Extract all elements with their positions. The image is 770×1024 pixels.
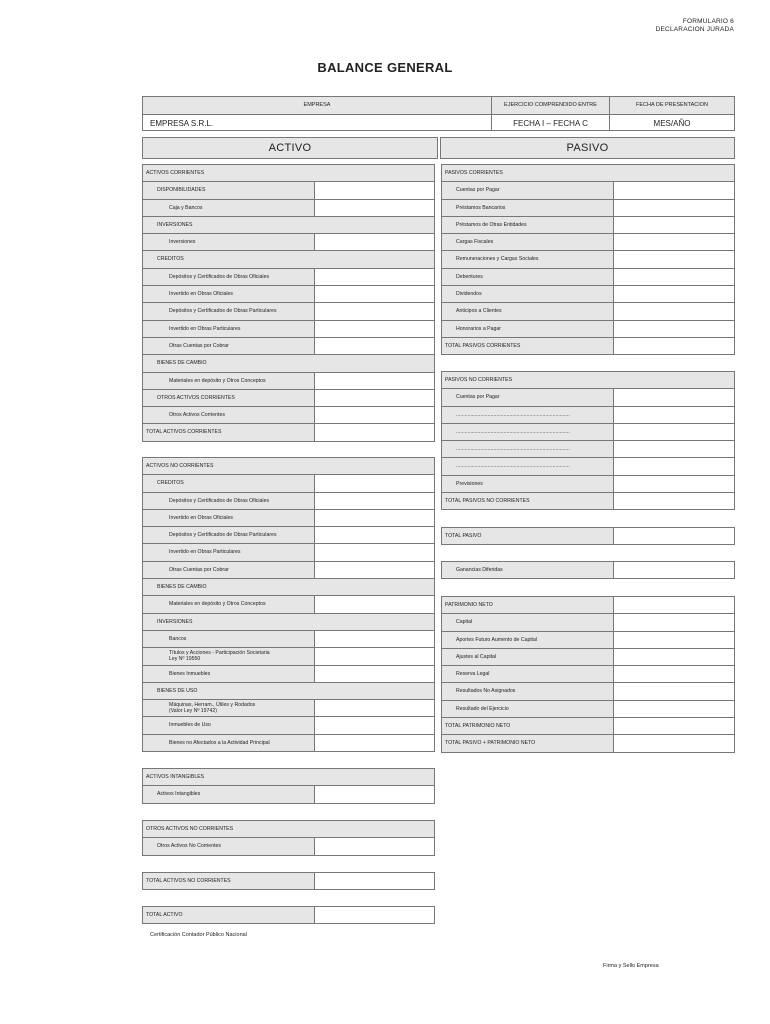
- total-pasivo-table: [441, 527, 735, 545]
- row-label-text-line2: (Valor Ley Nº 19742): [169, 708, 217, 715]
- form-subtitle: DECLARACION JURADA: [655, 26, 734, 33]
- row-label-text: TOTAL PASIVOS CORRIENTES: [445, 342, 521, 349]
- amount-field[interactable]: [614, 234, 734, 250]
- amount-field[interactable]: [614, 217, 734, 233]
- table-row: [442, 407, 734, 424]
- table-row: [442, 458, 734, 475]
- amount-field[interactable]: [315, 735, 434, 751]
- row-label: [143, 786, 315, 802]
- amount-field[interactable]: [614, 597, 734, 613]
- table-row: [442, 286, 734, 303]
- total-activo-table: [142, 906, 435, 924]
- row-label: [442, 303, 614, 319]
- amount-field[interactable]: [614, 407, 734, 423]
- row-label: [143, 355, 434, 371]
- row-label: [143, 165, 434, 181]
- row-label-text: Depósitos y Certificados de Obras Oficiales: [169, 273, 270, 280]
- table-row: [143, 544, 434, 561]
- table-row: [442, 528, 734, 545]
- fecha-label: FECHA DE PRESENTACION: [610, 97, 734, 115]
- row-label: [442, 476, 614, 492]
- amount-field[interactable]: [315, 321, 434, 337]
- row-label: [442, 632, 614, 648]
- table-row: [143, 907, 434, 924]
- amount-field[interactable]: [315, 475, 434, 491]
- table-row: [143, 475, 434, 492]
- table-row: [143, 424, 434, 441]
- amount-field[interactable]: [315, 407, 434, 423]
- row-label-text: Depósitos y Certificados de Obras Particulares: [169, 532, 277, 539]
- table-row: [143, 286, 434, 303]
- table-row: [442, 338, 734, 355]
- empresa-field[interactable]: EMPRESA S.R.L.: [150, 119, 214, 128]
- row-label-text: Cargas Fiscales: [456, 239, 494, 246]
- row-label: [442, 372, 734, 388]
- row-label: [442, 458, 614, 474]
- row-label-text: PASIVOS CORRIENTES: [445, 170, 503, 176]
- row-label-text: Depósitos y Certificados de Obras Particulares: [169, 308, 277, 315]
- row-label: [143, 338, 315, 354]
- row-label-text: Máquinas, Herram., Útiles y Rodados: [169, 702, 256, 709]
- amount-field[interactable]: [614, 321, 734, 337]
- table-row: [143, 769, 434, 786]
- row-label: [442, 321, 614, 337]
- ejercicio-field[interactable]: FECHA I – FECHA C: [513, 119, 588, 128]
- table-row: [442, 182, 734, 199]
- row-label-text-line2: Ley Nº 19550: [169, 656, 201, 663]
- amount-field[interactable]: [315, 666, 434, 682]
- table-row: [143, 355, 434, 372]
- row-label-text: Bancos: [169, 635, 187, 642]
- amount-field[interactable]: [315, 510, 434, 526]
- row-label-text: Reserva Legal: [456, 671, 490, 678]
- amount-field[interactable]: [614, 458, 734, 474]
- table-row: [143, 200, 434, 217]
- table-row: [442, 389, 734, 406]
- row-label: [442, 735, 614, 751]
- row-label: [143, 373, 315, 389]
- row-label-text: ...............................................................................: [456, 446, 570, 453]
- table-row: [442, 269, 734, 286]
- table-row: [143, 648, 434, 665]
- fecha-column: [610, 97, 734, 130]
- table-row: [143, 614, 434, 631]
- row-label-text: Otras Cuentas por Cobrar: [169, 566, 229, 573]
- row-label: [143, 269, 315, 285]
- amount-field[interactable]: [614, 666, 734, 682]
- row-label-text: Resultado del Ejercicio: [456, 705, 509, 712]
- row-label: [442, 234, 614, 250]
- row-label: [442, 718, 614, 734]
- amount-field[interactable]: [315, 544, 434, 560]
- amount-field[interactable]: [315, 269, 434, 285]
- row-label: [442, 683, 614, 699]
- row-label: [442, 666, 614, 682]
- amount-field[interactable]: [315, 338, 434, 354]
- row-label: [143, 493, 315, 509]
- row-label-text: Títulos y Acciones - Participación Societaria: [169, 650, 270, 657]
- table-row: [442, 562, 734, 579]
- table-row: [143, 683, 434, 700]
- row-label-text: Ajustes al Capital: [456, 653, 497, 660]
- pasivo-heading: PASIVO: [440, 137, 735, 159]
- row-label: [143, 182, 315, 198]
- table-row: [143, 717, 434, 734]
- row-label-text: Otros Activos No Corrientes: [157, 843, 221, 850]
- amount-field[interactable]: [315, 303, 434, 319]
- row-label: [442, 597, 614, 613]
- empresa-column: [143, 97, 492, 130]
- row-label: [442, 182, 614, 198]
- table-row: [143, 338, 434, 355]
- row-label-text: Caja y Bancos: [169, 204, 203, 211]
- row-label-text: TOTAL PATRIMONIO NETO: [445, 723, 511, 730]
- row-label-text: ...............................................................................: [456, 428, 570, 435]
- row-label-text: PASIVOS NO CORRIENTES: [445, 377, 513, 383]
- row-label-text: CREDITOS: [157, 480, 184, 487]
- pasivo-corriente-table: [441, 164, 735, 355]
- row-label: [442, 407, 614, 423]
- row-label: [143, 407, 315, 423]
- row-label: [143, 321, 315, 337]
- row-label-text: Bienes no Afectados a la Actividad Principal: [169, 739, 270, 746]
- row-label-text: Otros Activos Corrientes: [169, 412, 225, 419]
- row-label: [143, 562, 315, 578]
- form-header: [656, 18, 734, 34]
- table-row: [143, 234, 434, 251]
- table-row: [143, 373, 434, 390]
- amount-field[interactable]: [315, 873, 434, 889]
- row-label: [143, 510, 315, 526]
- row-label: [442, 251, 614, 267]
- table-row: [442, 597, 734, 614]
- amount-field[interactable]: [614, 441, 734, 457]
- table-row: [442, 718, 734, 735]
- row-label: [143, 666, 315, 682]
- row-label: [143, 821, 434, 837]
- row-label-text: PATRIMONIO NETO: [445, 602, 493, 608]
- row-label-text: OTROS ACTIVOS NO CORRIENTES: [146, 826, 234, 832]
- row-label-text: Resultados No Asignados: [456, 688, 516, 695]
- row-label-text: BIENES DE CAMBIO: [157, 360, 207, 367]
- row-label-text: BIENES DE USO: [157, 687, 198, 694]
- row-label: [143, 614, 434, 630]
- row-label-text: Activos Intangibles: [157, 791, 201, 798]
- row-label-text: Inmuebles de Uso: [169, 722, 211, 729]
- row-label-text: TOTAL ACTIVO: [146, 912, 183, 918]
- row-label: [442, 493, 614, 509]
- amount-field[interactable]: [315, 234, 434, 250]
- row-label-text: Inversiones: [169, 239, 196, 246]
- amount-field[interactable]: [614, 701, 734, 717]
- row-label-text: DISPONIBILIDADES: [157, 187, 206, 194]
- row-label-text: Ganancias Diferidas: [456, 567, 503, 573]
- row-label-text: ...............................................................................: [456, 411, 570, 418]
- row-label: [143, 735, 315, 751]
- row-label: [143, 838, 315, 854]
- amount-field[interactable]: [614, 528, 734, 544]
- amount-field[interactable]: [315, 527, 434, 543]
- row-label: [143, 475, 315, 491]
- activo-heading: ACTIVO: [142, 137, 438, 159]
- table-row: [143, 493, 434, 510]
- table-row: [442, 217, 734, 234]
- row-label-text: ...............................................................................: [456, 463, 570, 470]
- amount-field[interactable]: [614, 735, 734, 751]
- row-label: [143, 251, 434, 267]
- row-label: [442, 389, 614, 405]
- pasivo-no-corriente-table: [441, 371, 735, 510]
- ganancias-diferidas-table: [441, 561, 735, 579]
- table-row: [442, 165, 734, 182]
- row-label: [442, 441, 614, 457]
- amount-field[interactable]: [315, 648, 434, 664]
- row-label-text: Invertido en Obras Oficiales: [169, 514, 234, 521]
- row-label-text: Honorarios a Pagar: [456, 325, 501, 332]
- amount-field[interactable]: [614, 632, 734, 648]
- row-label: [143, 234, 315, 250]
- amount-field[interactable]: [614, 683, 734, 699]
- form-number: FORMULARIO 6: [682, 18, 734, 25]
- table-row: [442, 424, 734, 441]
- table-row: [143, 666, 434, 683]
- table-row: [442, 493, 734, 510]
- table-row: [442, 251, 734, 268]
- table-row: [143, 821, 434, 838]
- table-row: [442, 701, 734, 718]
- ejercicio-label: EJERCICIO COMPRENDIDO ENTRE: [492, 97, 609, 115]
- amount-field[interactable]: [614, 182, 734, 198]
- table-row: [442, 666, 734, 683]
- row-label-text: TOTAL PASIVO: [445, 533, 482, 539]
- row-label-text: Invertido en Obras Oficiales: [169, 291, 234, 298]
- amount-field[interactable]: [614, 338, 734, 354]
- table-row: [143, 527, 434, 544]
- row-label: [442, 286, 614, 302]
- table-row: [442, 234, 734, 251]
- row-label-text: Materiales en depósito y Otros Conceptos: [169, 601, 266, 608]
- row-label: [143, 217, 434, 233]
- amount-field[interactable]: [614, 303, 734, 319]
- row-label: [143, 769, 434, 785]
- amount-field[interactable]: [614, 424, 734, 440]
- amount-field[interactable]: [315, 700, 434, 716]
- row-label-text: Cuentas por Pagar: [456, 394, 500, 401]
- row-label-text: INVERSIONES: [157, 221, 193, 228]
- amount-field[interactable]: [315, 562, 434, 578]
- activo-no-corriente-table: [142, 457, 435, 752]
- amount-field[interactable]: [614, 286, 734, 302]
- table-row: [143, 700, 434, 717]
- row-label-text: Aportes Futuro Aumento de Capital: [456, 636, 538, 643]
- row-label: [143, 717, 315, 733]
- table-row: [143, 217, 434, 234]
- row-label: [143, 873, 315, 889]
- row-label-text: TOTAL ACTIVOS CORRIENTES: [146, 429, 222, 436]
- row-label: [442, 528, 614, 544]
- table-row: [442, 303, 734, 320]
- row-label-text: Invertido en Obras Particulares: [169, 325, 241, 332]
- amount-field[interactable]: [315, 390, 434, 406]
- table-row: [143, 390, 434, 407]
- table-row: [143, 873, 434, 890]
- amount-field[interactable]: [614, 562, 734, 578]
- company-info-table: [142, 96, 735, 131]
- row-label: [143, 648, 315, 664]
- row-label: [143, 683, 434, 699]
- row-label: [442, 649, 614, 665]
- row-label-text: Anticipos a Clientes: [456, 308, 502, 315]
- row-label-text: Remuneraciones y Cargas Sociales: [456, 256, 539, 263]
- fecha-field[interactable]: MES/AÑO: [653, 119, 691, 128]
- row-label-text: OTROS ACTIVOS CORRIENTES: [157, 394, 235, 401]
- table-row: [442, 372, 734, 389]
- amount-field[interactable]: [315, 286, 434, 302]
- row-label: [442, 614, 614, 630]
- amount-field[interactable]: [614, 269, 734, 285]
- table-row: [143, 838, 434, 855]
- row-label: [442, 165, 734, 181]
- row-label: [442, 562, 614, 578]
- amount-field[interactable]: [614, 718, 734, 734]
- row-label-text: Préstamos de Otras Entidades: [456, 221, 527, 228]
- table-row: [143, 407, 434, 424]
- amount-field[interactable]: [614, 614, 734, 630]
- amount-field[interactable]: [315, 596, 434, 612]
- row-label: [143, 303, 315, 319]
- table-row: [143, 458, 434, 475]
- total-no-corrientes-table: [142, 872, 435, 890]
- row-label: [143, 390, 315, 406]
- row-label: [143, 596, 315, 612]
- row-label-text: TOTAL PASIVOS NO CORRIENTES: [445, 498, 530, 505]
- row-label-text: Préstamos Bancarios: [456, 204, 506, 211]
- activo-corriente-table: [142, 164, 435, 442]
- amount-field[interactable]: [315, 907, 434, 923]
- row-label: [143, 527, 315, 543]
- row-label-text: Cuentas por Pagar: [456, 187, 500, 194]
- table-row: [143, 303, 434, 320]
- table-row: [143, 269, 434, 286]
- patrimonio-neto-table: [441, 596, 735, 753]
- amount-field[interactable]: [614, 493, 734, 509]
- table-row: [143, 735, 434, 752]
- table-row: [143, 562, 434, 579]
- row-label-text: Bienes Inmuebles: [169, 670, 211, 677]
- amount-field[interactable]: [315, 424, 434, 440]
- table-row: [442, 735, 734, 752]
- table-row: [442, 476, 734, 493]
- table-row: [143, 321, 434, 338]
- amount-field[interactable]: [315, 493, 434, 509]
- activo-intangible-table: [142, 768, 435, 804]
- amount-field[interactable]: [315, 786, 434, 802]
- row-label-text: Otras Cuentas por Cobrar: [169, 342, 229, 349]
- row-label-text: Depósitos y Certificados de Obras Oficiales: [169, 497, 270, 504]
- row-label: [442, 269, 614, 285]
- table-row: [442, 649, 734, 666]
- row-label: [442, 424, 614, 440]
- table-row: [442, 632, 734, 649]
- row-label-text: Debentures: [456, 273, 483, 280]
- row-label-text: TOTAL ACTIVOS NO CORRIENTES: [146, 878, 231, 884]
- row-label: [442, 338, 614, 354]
- ejercicio-column: [492, 97, 610, 130]
- table-row: [442, 441, 734, 458]
- table-row: [143, 251, 434, 268]
- amount-field[interactable]: [614, 476, 734, 492]
- amount-field[interactable]: [614, 649, 734, 665]
- row-label: [143, 200, 315, 216]
- table-row: [442, 200, 734, 217]
- row-label: [143, 424, 315, 440]
- table-row: [442, 683, 734, 700]
- amount-field[interactable]: [315, 838, 434, 854]
- empresa-label: EMPRESA: [143, 97, 491, 115]
- row-label: [442, 217, 614, 233]
- row-label: [442, 200, 614, 216]
- row-label: [143, 458, 434, 474]
- page-title: BALANCE GENERAL: [317, 60, 453, 75]
- row-label: [143, 579, 434, 595]
- table-row: [143, 510, 434, 527]
- row-label: [143, 907, 315, 923]
- amount-field[interactable]: [614, 389, 734, 405]
- row-label: [143, 286, 315, 302]
- amount-field[interactable]: [315, 631, 434, 647]
- table-row: [143, 165, 434, 182]
- table-row: [143, 182, 434, 199]
- table-row: [143, 596, 434, 613]
- row-label-text: Dividendos: [456, 291, 482, 298]
- row-label-text: INVERSIONES: [157, 618, 193, 625]
- row-label-text: CREDITOS: [157, 256, 184, 263]
- amount-field[interactable]: [315, 373, 434, 389]
- row-label-text: ACTIVOS CORRIENTES: [146, 170, 205, 176]
- row-label-text: Capital: [456, 619, 473, 626]
- row-label-text: TOTAL PASIVO + PATRIMONIO NETO: [445, 740, 536, 747]
- table-row: [143, 786, 434, 803]
- row-label-text: ACTIVOS INTANGIBLES: [146, 774, 205, 780]
- amount-field[interactable]: [614, 251, 734, 267]
- amount-field[interactable]: [315, 717, 434, 733]
- firma-label: Firma y Sello Empresa: [603, 963, 659, 969]
- row-label-text: BIENES DE CAMBIO: [157, 584, 207, 591]
- amount-field[interactable]: [315, 200, 434, 216]
- row-label-text: Invertido en Obras Particulares: [169, 549, 241, 556]
- amount-field[interactable]: [315, 182, 434, 198]
- row-label: [143, 631, 315, 647]
- row-label: [442, 701, 614, 717]
- otros-no-corrientes-table: [142, 820, 435, 856]
- table-row: [143, 631, 434, 648]
- row-label-text: ACTIVOS NO CORRIENTES: [146, 463, 214, 469]
- table-row: [442, 321, 734, 338]
- table-row: [442, 614, 734, 631]
- certificacion-label: Certificación Contador Público Nacional: [150, 932, 247, 938]
- amount-field[interactable]: [614, 200, 734, 216]
- row-label-text: Materiales en depósito y Otros Conceptos: [169, 377, 266, 384]
- row-label-text: Previsiones: [456, 480, 483, 487]
- table-row: [143, 579, 434, 596]
- row-label: [143, 544, 315, 560]
- row-label: [143, 700, 315, 716]
